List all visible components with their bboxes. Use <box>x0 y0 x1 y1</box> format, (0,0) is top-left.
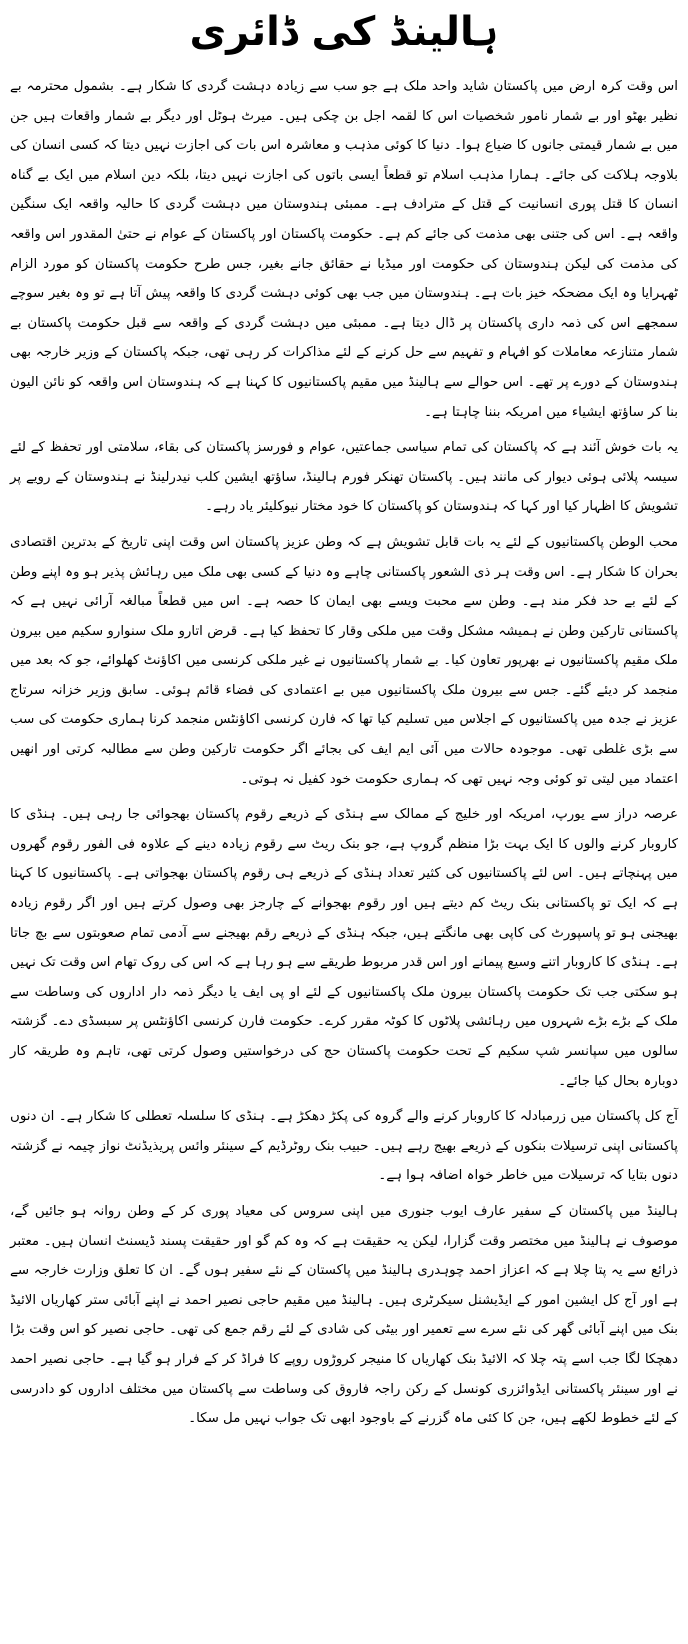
paragraph-political-unity: یہ بات خوش آئند ہے کہ پاکستان کی تمام سیاسی جماعتیں، عوام و فورسز پاکستان کی بقاء، سلامتی اور تحفظ کے لئے سیسہ پلائی ہوئی دیوار کی مانند ہیں۔ پاکستان تھنکر فورم ہالینڈ، ساؤتھ ایشین کلب نیدرلینڈ نے ہندوستان کے رویے پر تشویش کا اظہار کیا اور کہا کہ ہندوستان کو پاکستان کا خود مختار نیوکلیئر یاد رہے۔ <box>10 440 678 515</box>
paragraph-ambassador: ہالینڈ میں پاکستان کے سفیر عارف ایوب جنوری میں اپنی سروس کی معیاد پوری کر کے وطن روانہ ہو جائیں گے، موصوف نے ہالینڈ میں مختصر وقت گزارا، لیکن یہ حقیقت ہے کہ وہ کم گو اور حقیقت پسند ڈیسنٹ انسان ہیں۔ معتبر ذرائع سے یہ پتا چلا ہے کہ اعزاز احمد چوہدری ہالینڈ میں پاکستان کے نئے سفیر ہوں گے۔ ان کا تعلق وزارت خارجہ سے ہے اور آج کل ایشین امور کے ایڈیشنل سیکرٹری ہیں۔ ہالینڈ میں مقیم حاجی نصیر احمد نے اپنے آبائی ستر کھاریاں الائیڈ بنک میں اپنے آبائی گھر کی نئے سرے سے تعمیر اور بیٹی کی شادی کے لئے رقم جمع کی تھی۔ حاجی نصیر کو اس وقت بڑا دھچکا لگا جب اسے پتہ چلا کہ الائیڈ بنک کھاریاں کا منیجر کروڑوں روپے کا فراڈ کر کے فرار ہو گیا ہے۔ حاجی نصیر احمد نے اور سینئر پاکستانی ایڈوائزری کونسل کے رکن راجہ فاروق کی وساطت سے پاکستان میں مختلف اداروں کو دادرسی کے لئے خطوط لکھے ہیں، جن کا کئی ماہ گزرنے کے باوجود ابھی تک جواب نہیں مل سکا۔ <box>10 1203 678 1427</box>
paragraph-economic-crisis: محب الوطن پاکستانیوں کے لئے یہ بات قابل تشویش ہے کہ وطن عزیز پاکستان اس وقت اپنی تاریخ کے بدترین اقتصادی بحران کا شکار ہے۔ اس وقت ہر ذی الشعور پاکستانی چاہے وہ دنیا کے کسی بھی ملک میں رہائش پذیر ہو وہ اپنے وطن کے لئے بے حد فکر مند ہے۔ وطن سے محبت ویسے بھی ایمان کا حصہ ہے۔ اس میں قطعاً مبالغہ آرائی نہیں ہے کہ پاکستانی تارکین وطن نے ہمیشہ مشکل وقت میں ملکی وقار کا تحفظ کیا ہے۔ قرض اتارو ملک سنوارو سکیم میں بیرون ملک مقیم پاکستانیوں نے بھرپور تعاون کیا۔ بے شمار پاکستانیوں نے غیر ملکی کرنسی میں اکاؤنٹ کھلوائے، جو کہ بعد میں منجمد کر دیئے گئے۔ جس سے بیرون ملک پاکستانیوں میں بے اعتمادی کی فضاء قائم ہوئی۔ سابق وزیر خزانہ سرتاج عزیز نے جدہ میں پاکستانیوں کے اجلاس میں تسلیم کیا تھا کہ فارن کرنسی اکاؤنٹس منجمد کرنا ہماری حکومت کی سب سے بڑی غلطی تھی۔ موجودہ حالات میں آئی ایم ایف کی بجائے اگر حکومت تارکین وطن سے مطالبہ کرتی اور انھیں اعتماد میں لیتی تو کوئی وجہ نہیں تھی کہ ہماری حکومت خود کفیل نہ ہوتی۔ <box>10 534 678 787</box>
paragraph-terrorism: اس وقت کرہ ارض میں پاکستان شاید واحد ملک ہے جو سب سے زیادہ دہشت گردی کا شکار ہے۔ بشمول محترمہ بے نظیر بھٹو اور بے شمار نامور شخصیات اس کا لقمہ اجل بن چکی ہیں۔ میرٹ ہوٹل اور دیگر بے شمار واقعات ہیں جن میں بے شمار قیمتی جانوں کا ضیاع ہوا۔ دنیا کا کوئی مذہب و معاشرہ اس بات کی اجازت نہیں دیتا کہ کسی انسان کی بلاوجہ ہلاکت کی جائے۔ ہمارا مذہب اسلام تو قطعاً ایسی باتوں کی اجازت نہیں دیتا، بلکہ دین اسلام میں ایک بے گناہ انسان کا قتل پوری انسانیت کے قتل کے مترادف ہے۔ ممبئی ہندوستان میں دہشت گردی کا حالیہ واقعہ ایک سنگین واقعہ ہے۔ اس کی جتنی بھی مذمت کی جائے کم ہے۔ حکومت پاکستان اور پاکستان کے عوام نے حتیٰ المقدور اس واقعہ کی مذمت کی لیکن ہندوستان کی حکومت اور میڈیا نے حقائق جانے بغیر، جس طرح حکومت پاکستان کو مورد الزام ٹھہرایا وہ ایک مضحکہ خیز بات ہے۔ ہندوستان میں جب بھی کوئی دہشت گردی کا واقعہ پیش آتا ہے تو وہ بغیر سوچے سمجھے اس کی ذمہ داری پاکستان پر ڈال دیتا ہے۔ ممبئی میں دہشت گردی کے واقعہ سے قبل حکومت پاکستان بے شمار متنازعہ معاملات کو افہام و تفہیم سے حل کرنے کے لئے مذاکرات کر رہی تھی، جبکہ پاکستان کے وزیر خارجہ بھی ہندوستان کے دورے پر تھے۔ اس حوالے سے ہالینڈ میں مقیم پاکستانیوں کا کہنا ہے کہ ہندوستان اس واقعہ کو نائن الیون بنا کر ساؤتھ ایشیاء میں امریکہ بننا چاہتا ہے۔ <box>10 79 678 420</box>
article-title: ہالینڈ کی ڈائری <box>189 9 499 55</box>
paragraph-hundi: عرصہ دراز سے یورپ، امریکہ اور خلیج کے ممالک سے ہنڈی کے ذریعے رقوم پاکستان بھجوائی جا رہی ہیں۔ ہنڈی کا کاروبار کرنے والوں کا ایک بہت بڑا منظم گروپ ہے، جو بنک ریٹ سے رقوم زیادہ دینے کے علاوہ فی الفور رقوم گھروں میں پہنچاتے ہیں۔ اس لئے پاکستانیوں کی کثیر تعداد ہنڈی کے ذریعے ہی رقوم پاکستان بھجواتی ہے۔ پاکستانیوں کا کہنا ہے کہ ایک تو پاکستانی بنک ریٹ کم دیتے ہیں اور رقوم بھجوانے کے چارجز بھی وصول کرتے ہیں اور اگر رقوم زیادہ بھیجنی ہو تو پاسپورٹ کی کاپی بھی مانگتے ہیں، جبکہ ہنڈی کے ذریعے رقم بھیجنے سے آدمی تمام صعوبتوں سے بچ جاتا ہے۔ ہنڈی کا کاروبار اتنے وسیع پیمانے اور اس قدر مربوط طریقے سے ہو رہا ہے کہ اس کی روک تھام اس وقت تک نہیں ہو سکتی جب تک حکومت پاکستان بیرون ملک پاکستانیوں کے لئے او پی ایف یا دیگر ذمہ دار اداروں کی وساطت سے ملک کے بڑے بڑے شہروں میں رہائشی پلاٹوں کا کوٹہ مقرر کرے۔ حکومت فارن کرنسی اکاؤنٹس پر سبسڈی دے۔ گزشتہ سالوں میں سپانسر شپ سکیم کے تحت حکومت پاکستان حج کی درخواستیں وصول کرتی تھی، تاہم وہ طریقہ کار دوبارہ بحال کیا جائے۔ <box>10 807 678 1089</box>
article-body <box>10 72 678 1434</box>
paragraph-remittances: آج کل پاکستان میں زرمبادلہ کا کاروبار کرنے والے گروہ کی پکڑ دھکڑ ہے۔ ہنڈی کا سلسلہ تعطلی کا شکار ہے۔ ان دنوں پاکستانی اپنی ترسیلات بنکوں کے ذریعے بھیج رہے ہیں۔ حبیب بنک روٹرڈیم کے سینئر وائس پریذیڈنٹ نواز چیمہ نے گزشتہ دنوں بتایا کہ ترسیلات میں خاطر خواہ اضافہ ہوا ہے۔ <box>10 1109 678 1184</box>
